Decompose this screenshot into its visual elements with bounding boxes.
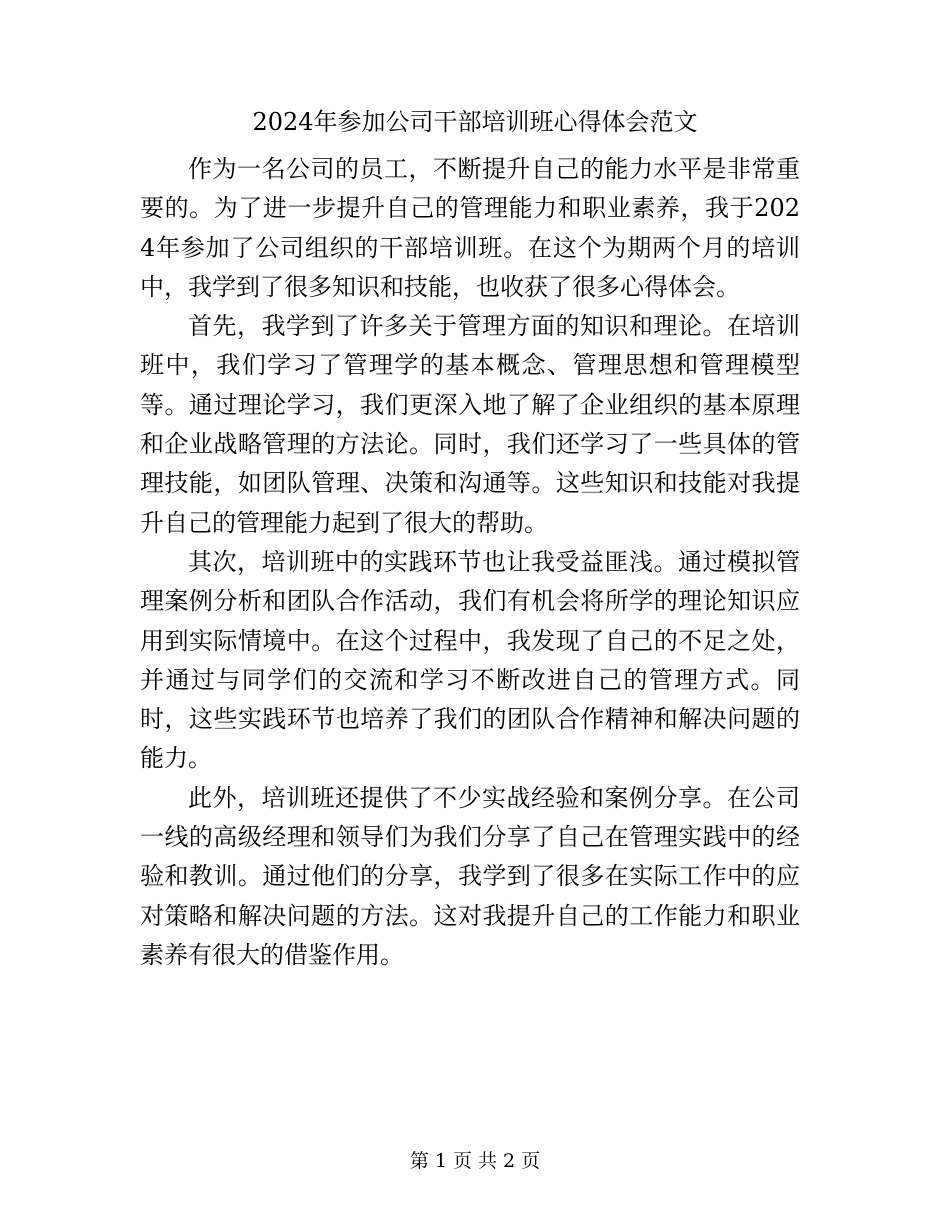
paragraph-2: 首先，我学到了许多关于管理方面的知识和理论。在培训班中，我们学习了管理学的基本概念、管理思想和管理模型等。通过理论学习，我们更深入地了解了企业组织的基本原理和企业战略管理的方法论。同时，我们还学习了一些具体的管理技能，如团队管理、决策和沟通等。这些知识和技能对我提升自己的管理能力起到了很大的帮助。 bbox=[140, 312, 800, 537]
paragraph-3: 其次，培训班中的实践环节也让我受益匪浅。通过模拟管理案例分析和团队合作活动，我们有机会将所学的理论知识应用到实际情境中。在这个过程中，我发现了自己的不足之处，并通过与同学们的交流和学习不断改进自己的管理方式。同时，这些实践环节也培养了我们的团队合作精神和解决问题的能力。 bbox=[140, 547, 800, 773]
paragraph-4: 此外，培训班还提供了不少实战经验和案例分享。在公司一线的高级经理和领导们为我们分享了自己在管理实践中的经验和教训。通过他们的分享，我学到了很多在实际工作中的应对策略和解决问题的方法。这对我提升自己的工作能力和职业素养有很大的借鉴作用。 bbox=[140, 783, 800, 969]
document-body bbox=[140, 150, 800, 975]
document-title: 2024年参加公司干部培训班心得体会范文 bbox=[252, 108, 698, 136]
paragraph-1: 作为一名公司的员工，不断提升自己的能力水平是非常重要的。为了进一步提升自己的管理能力和职业素养，我于2024年参加了公司组织的干部培训班。在这个为期两个月的培训中，我学到了很多知识和技能，也收获了很多心得体会。 bbox=[140, 155, 800, 301]
page-number-footer: 第 1 页 共 2 页 bbox=[409, 1150, 541, 1172]
